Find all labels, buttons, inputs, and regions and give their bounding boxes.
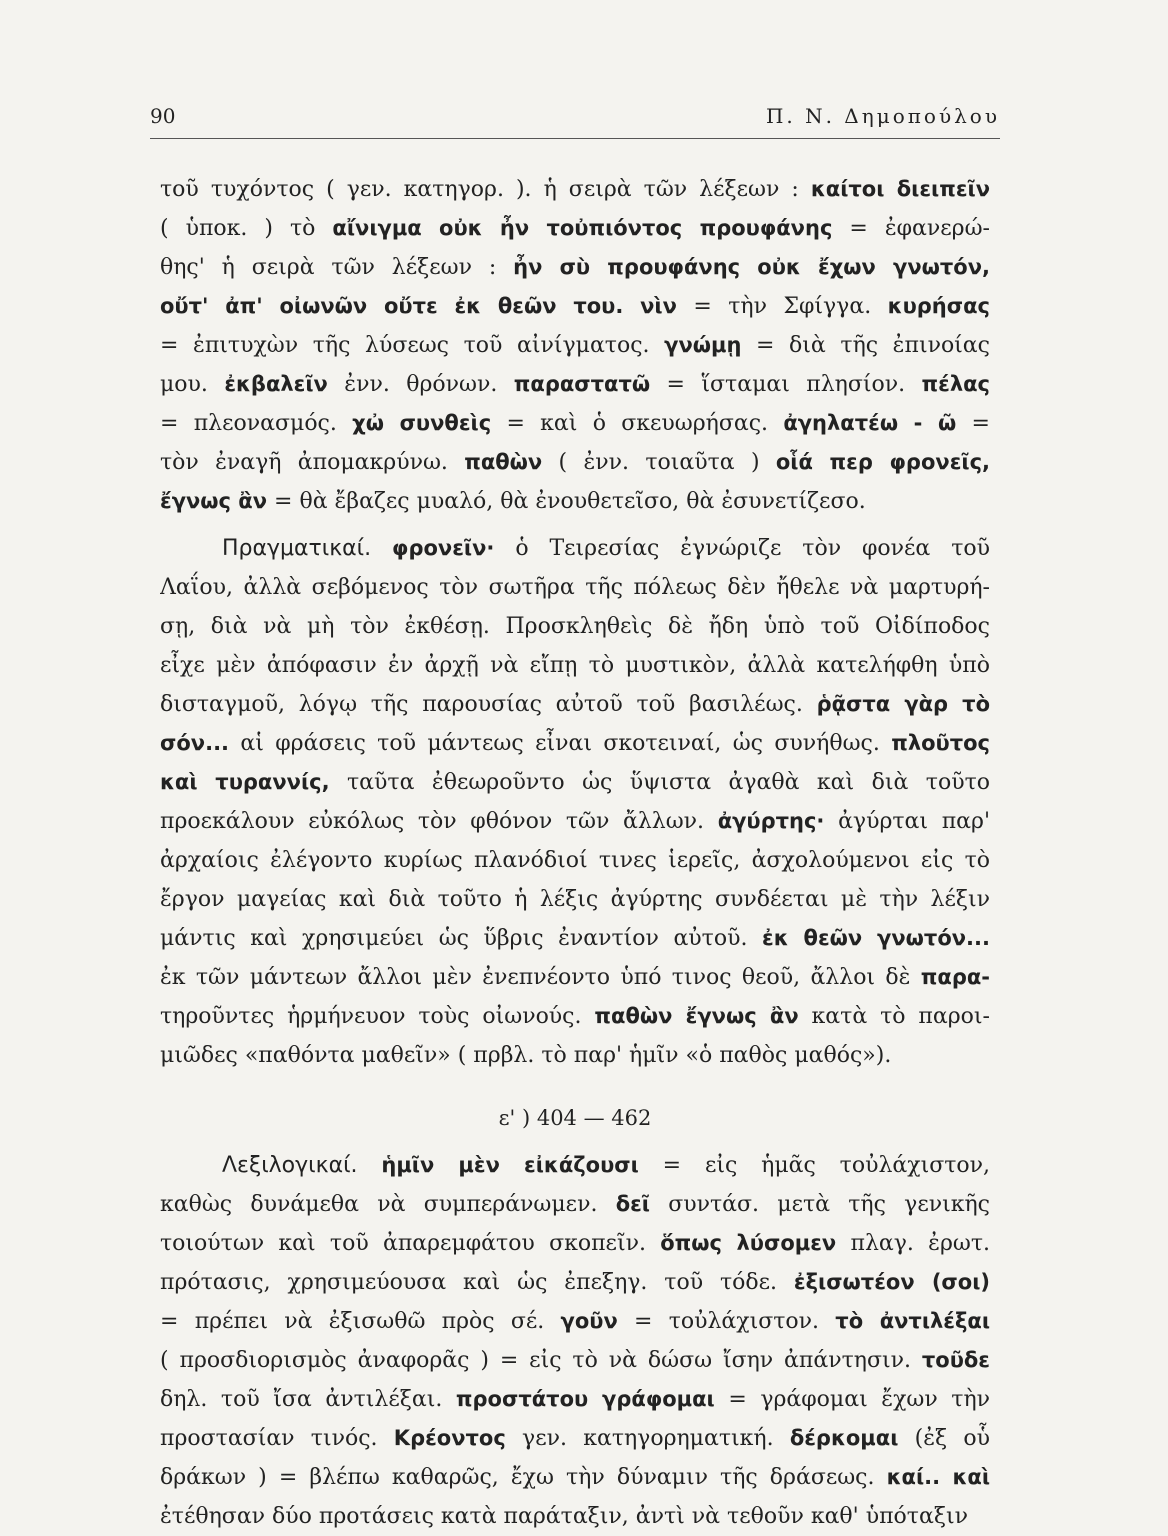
text-line bbox=[160, 1380, 990, 1419]
gloss-text: πρότασις, χρησιμεύουσα καὶ ὡς ἐπεξηγ. τοῦ τόδε. bbox=[160, 1270, 794, 1295]
gloss-text: = θὰ ἔβαζες μυαλό, θὰ ἐνουθετεῖσο, θὰ ἐσυνετίζεσο. bbox=[267, 489, 866, 514]
text-line bbox=[160, 443, 990, 482]
lemma: αἴνιγμα οὐκ ἦν τοὐπιόντος προυφάνης bbox=[332, 216, 833, 240]
gloss-text: θης' ἡ σειρὰ τῶν λέξεων : bbox=[160, 255, 514, 280]
gloss-text: προεκάλουν εὐκόλως τὸν φθόνον τῶν ἄλλων. bbox=[160, 809, 718, 834]
lemma: παθὼν ἔγνως ἂν bbox=[594, 1004, 799, 1028]
gloss-text: δισταγμοῦ, λόγῳ τῆς παρουσίας αὐτοῦ τοῦ βασιλέως. bbox=[160, 692, 817, 717]
text-line bbox=[160, 1341, 990, 1380]
gloss-text: ἔργον μαγείας καὶ διὰ τοῦτο ἡ λέξις ἀγύρτης συνδέεται μὲ τὴν λέξιν bbox=[160, 887, 990, 912]
gloss-text: τηροῦντες ἡρμήνευον τοὺς οἰωνούς. bbox=[160, 1004, 595, 1029]
gloss-text: ἐτέθησαν δύο προτάσεις κατὰ παράταξιν, ἀντὶ νὰ τεθοῦν καθ' ὑπόταξιν bbox=[160, 1504, 968, 1529]
gloss-text: ἀγύρται παρ' bbox=[824, 809, 990, 834]
gloss-text: ἐκ τῶν μάντεων ἄλλοι μὲν ἐνεπνέοντο ὑπό τινος θεοῦ, ἄλλοι δὲ bbox=[160, 965, 921, 990]
gloss-text: = τὴν Σφίγγα. bbox=[676, 294, 888, 319]
text-line bbox=[160, 209, 990, 248]
lemma: τοῦδε bbox=[921, 1348, 990, 1372]
text-line bbox=[160, 404, 990, 443]
lemma: οἷά περ φρονεῖς, bbox=[775, 450, 990, 474]
lemma: παθὼν bbox=[464, 450, 543, 474]
text-line bbox=[160, 1497, 990, 1536]
lemma: ἐκ θεῶν γνωτόν... bbox=[762, 926, 990, 950]
lemma: γοῦν bbox=[560, 1309, 618, 1333]
lemma: τὸ ἀντιλέξαι bbox=[835, 1309, 990, 1333]
lemma: ἀγύρτης· bbox=[717, 809, 825, 833]
text-line bbox=[160, 607, 990, 646]
gloss-text: = πλεονασμός. bbox=[160, 411, 353, 436]
section-label: ε' ) 404 — 462 bbox=[498, 1106, 652, 1130]
text-line bbox=[160, 646, 990, 685]
lemma: ῥᾷστα γὰρ τὸ bbox=[816, 692, 990, 716]
gloss-text: συντάσ. μετὰ τῆς γενικῆς bbox=[650, 1192, 990, 1217]
text-line bbox=[160, 1146, 990, 1185]
gloss-text: μιῶδες «παθόντα μαθεῖν» ( πρβλ. τὸ παρ' ἡμῖν «ὁ παθὸς μαθός»). bbox=[160, 1043, 892, 1068]
lemma: σόν... bbox=[160, 731, 230, 755]
page-number: 90 bbox=[150, 104, 176, 128]
lemma: ἐξισωτέον (σοι) bbox=[793, 1270, 990, 1294]
lemma: ἡμῖν μὲν εἰκάζουσι bbox=[381, 1153, 639, 1177]
text-line bbox=[160, 958, 990, 997]
lemma: χὠ συνθεὶς bbox=[352, 411, 492, 435]
gloss-text: ( ἐνν. τοιαῦτα ) bbox=[542, 450, 776, 475]
gloss-text: = ἐπιτυχὼν τῆς λύσεως τοῦ αἰνίγματος. bbox=[160, 333, 665, 358]
text-line bbox=[160, 919, 990, 958]
lemma: παραστατῶ bbox=[513, 372, 651, 396]
section-heading: Λεξιλογικαί. bbox=[222, 1153, 358, 1178]
text-line bbox=[160, 1185, 990, 1224]
text-line bbox=[160, 248, 990, 287]
text-line bbox=[160, 568, 990, 607]
text-line bbox=[160, 1036, 990, 1075]
gloss-text: = πρέπει νὰ ἐξισωθῶ πρὸς σέ. bbox=[160, 1309, 561, 1334]
gloss-text: = διὰ τῆς ἐπινοίας bbox=[741, 333, 990, 358]
gloss-text: κατὰ τὸ παροι- bbox=[798, 1004, 990, 1029]
gloss-text: δράκων ) = βλέπω καθαρῶς, ἔχω τὴν δύναμιν τῆς δράσεως. bbox=[160, 1465, 887, 1490]
lemma: ἦν σὺ προυφάνης οὐκ ἔχων γνωτόν, bbox=[513, 255, 990, 279]
gloss-text: = ἐφανερώ- bbox=[832, 216, 990, 241]
running-header bbox=[150, 104, 1000, 139]
lemma: δέρκομαι bbox=[789, 1426, 899, 1450]
paragraph-factual-notes bbox=[160, 529, 990, 1075]
text-line bbox=[160, 1302, 990, 1341]
gloss-text: ( προσδιορισμὸς ἀναφορᾶς ) = εἰς τὸ νὰ δώσω ἴσην ἀπάντησιν. bbox=[160, 1348, 922, 1373]
lemma: παρα- bbox=[920, 965, 990, 989]
gloss-text: αἱ φράσεις τοῦ μάντεως εἶναι σκοτειναί, ὡς συνήθως. bbox=[229, 731, 892, 756]
lemma: δεῖ bbox=[615, 1192, 650, 1216]
lemma: ἀγηλατέω - ῶ bbox=[783, 411, 957, 435]
gloss-text: καθὼς δυνάμεθα νὰ συμπεράνωμεν. bbox=[160, 1192, 616, 1217]
text-line bbox=[160, 1224, 990, 1263]
gloss-text: τοιούτων καὶ τοῦ ἀπαρεμφάτου σκοπεῖν. bbox=[160, 1231, 661, 1256]
text-line bbox=[160, 287, 990, 326]
gloss-text: = bbox=[956, 411, 990, 436]
text-line bbox=[160, 841, 990, 880]
gloss-text: ( ὑποκ. ) τὸ bbox=[160, 216, 333, 241]
text-line bbox=[160, 685, 990, 724]
lemma: πέλας bbox=[921, 372, 990, 396]
lemma: οὔτ' ἀπ' οἰωνῶν οὔτε ἐκ θεῶν του. νὶν bbox=[160, 294, 677, 318]
gloss-text: προστασίαν τινός. bbox=[160, 1426, 394, 1451]
lemma: καί.. καὶ bbox=[886, 1465, 990, 1489]
text-line bbox=[160, 1458, 990, 1497]
gloss-text: = καὶ ὁ σκευωρήσας. bbox=[491, 411, 784, 436]
gloss-text: = εἰς ἡμᾶς τοὐλάχιστον, bbox=[638, 1153, 990, 1178]
gloss-text: = τοὐλάχιστον. bbox=[617, 1309, 836, 1334]
gloss-text: μου. bbox=[160, 372, 225, 397]
lemma: φρονεῖν· bbox=[392, 536, 495, 560]
text-line bbox=[160, 1263, 990, 1302]
gloss-text: ὁ Τειρεσίας ἐγνώριζε τὸν φονέα τοῦ bbox=[494, 536, 990, 561]
gloss-text: εἶχε μὲν ἀπόφασιν ἐν ἀρχῇ νὰ εἴπῃ τὸ μυστικὸν, ἀλλὰ κατελήφθη ὑπὸ bbox=[160, 653, 990, 678]
text-line bbox=[160, 1419, 990, 1458]
gloss-text: σῃ, διὰ νὰ μὴ τὸν ἐκθέσῃ. Προσκληθεὶς δὲ ἤδη ὑπὸ τοῦ Οἰδίποδος bbox=[160, 614, 990, 639]
text-line bbox=[160, 880, 990, 919]
lemma: Κρέοντος bbox=[393, 1426, 506, 1450]
text-line bbox=[160, 326, 990, 365]
paragraph-glossary-1 bbox=[160, 170, 990, 521]
text-line bbox=[160, 482, 990, 521]
lemma: γνώμῃ bbox=[664, 333, 742, 357]
lemma: ἐκβαλεῖν bbox=[224, 372, 328, 396]
running-title: Π. Ν. Δημοπούλου bbox=[765, 104, 1000, 128]
gloss-text: δηλ. τοῦ ἴσα ἀντιλέξαι. bbox=[160, 1387, 456, 1412]
lemma: καίτοι διειπεῖν bbox=[810, 177, 990, 201]
gloss-text: πλαγ. ἐρωτ. bbox=[836, 1231, 990, 1256]
gloss-text: γεν. κατηγορηματική. bbox=[505, 1426, 790, 1451]
text-line bbox=[160, 529, 990, 568]
text-line bbox=[160, 365, 990, 404]
gloss-text: μάντις καὶ χρησιμεύει ὡς ὕβρις ἐναντίον αὐτοῦ. bbox=[160, 926, 763, 951]
lemma: πλοῦτος bbox=[891, 731, 990, 755]
gloss-text: ταῦτα ἐθεωροῦντο ὡς ὕψιστα ἀγαθὰ καὶ διὰ τοῦτο bbox=[329, 770, 990, 795]
lemma: ὅπως λύσομεν bbox=[660, 1231, 837, 1255]
gloss-text: Λαΐου, ἀλλὰ σεβόμενος τὸν σωτῆρα τῆς πόλεως δὲν ἤθελε νὰ μαρτυρή- bbox=[160, 575, 990, 600]
section-heading: Πραγματικαί. bbox=[222, 536, 372, 561]
gloss-text: τὸν ἐναγῆ ἀπομακρύνω. bbox=[160, 450, 465, 475]
text-line bbox=[160, 724, 990, 763]
gloss-text: ἐνν. θρόνων. bbox=[327, 372, 514, 397]
text-line bbox=[160, 997, 990, 1036]
text-line bbox=[160, 763, 990, 802]
lemma: ἔγνως ἂν bbox=[160, 489, 268, 513]
gloss-text: (ἐξ οὗ bbox=[898, 1426, 990, 1451]
paragraph-lexical-notes bbox=[160, 1146, 990, 1536]
text-line bbox=[160, 802, 990, 841]
lemma: προστάτου γράφομαι bbox=[455, 1387, 715, 1411]
gloss-text: τοῦ τυχόντος ( γεν. κατηγορ. ). ἡ σειρὰ τῶν λέξεων : bbox=[160, 177, 811, 202]
gloss-text: = γράφομαι ἔχων τὴν bbox=[714, 1387, 990, 1412]
lemma: καὶ τυραννίς, bbox=[160, 770, 330, 794]
gloss-text: = ἵσταμαι πλησίον. bbox=[650, 372, 922, 397]
gloss-text: ἀρχαίοις ἐλέγοντο κυρίως πλανόδιοί τινες ἱερεῖς, ἀσχολούμενοι εἰς τὸ bbox=[160, 848, 990, 873]
lemma: κυρήσας bbox=[887, 294, 990, 318]
text-line bbox=[160, 170, 990, 209]
commentary-text bbox=[160, 170, 990, 1536]
